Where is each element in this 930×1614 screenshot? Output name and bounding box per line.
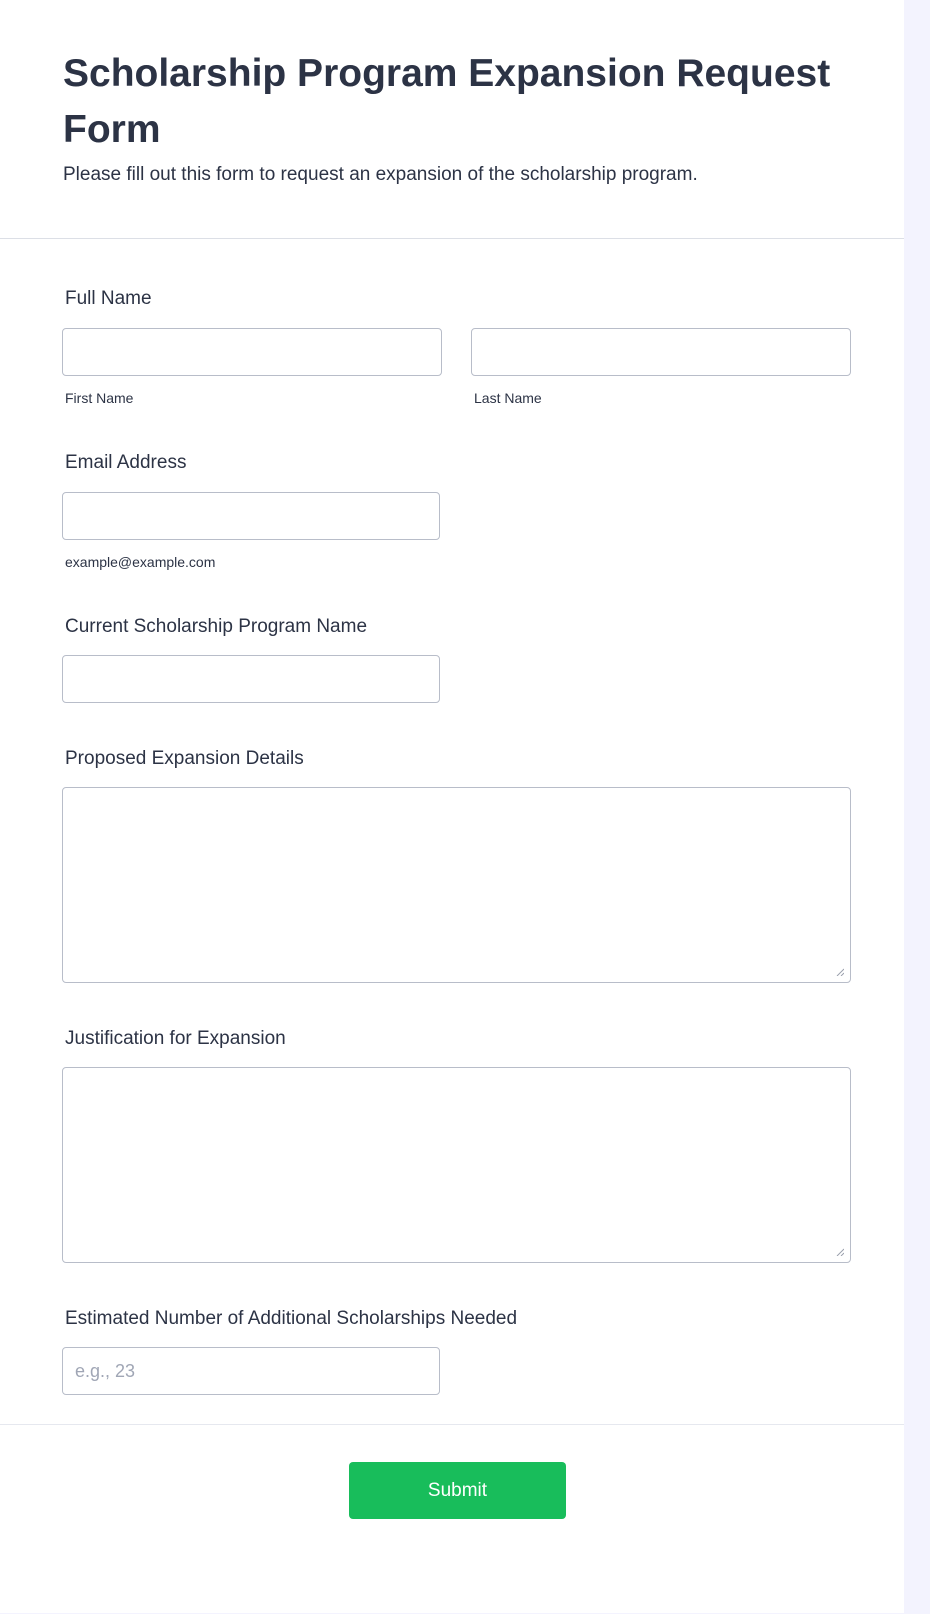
first-name-sublabel: First Name — [65, 390, 134, 406]
email-sublabel: example@example.com — [65, 554, 216, 570]
first-name-input[interactable] — [62, 328, 442, 376]
expansion-details-label: Proposed Expansion Details — [65, 748, 304, 769]
form-footer — [0, 1424, 904, 1614]
program-name-input[interactable] — [62, 655, 440, 703]
last-name-input[interactable] — [471, 328, 851, 376]
email-input[interactable] — [62, 492, 440, 540]
form-subtitle: Please fill out this form to request an expansion of the scholarship program. — [63, 164, 698, 185]
scholarships-needed-input[interactable] — [62, 1347, 440, 1395]
full-name-label: Full Name — [65, 288, 152, 309]
justification-label: Justification for Expansion — [65, 1028, 286, 1049]
justification-textarea[interactable] — [62, 1067, 851, 1263]
form-header — [0, 0, 904, 239]
resize-grip-icon[interactable] — [836, 968, 844, 976]
last-name-sublabel: Last Name — [474, 390, 542, 406]
submit-button[interactable]: Submit — [349, 1462, 566, 1519]
email-label: Email Address — [65, 452, 187, 473]
program-name-label: Current Scholarship Program Name — [65, 616, 368, 637]
resize-grip-icon[interactable] — [836, 1248, 844, 1256]
form-title: Scholarship Program Expansion Request Form — [63, 52, 831, 151]
scholarships-needed-label: Estimated Number of Additional Scholarships Needed — [65, 1308, 518, 1329]
expansion-details-textarea[interactable] — [62, 787, 851, 983]
